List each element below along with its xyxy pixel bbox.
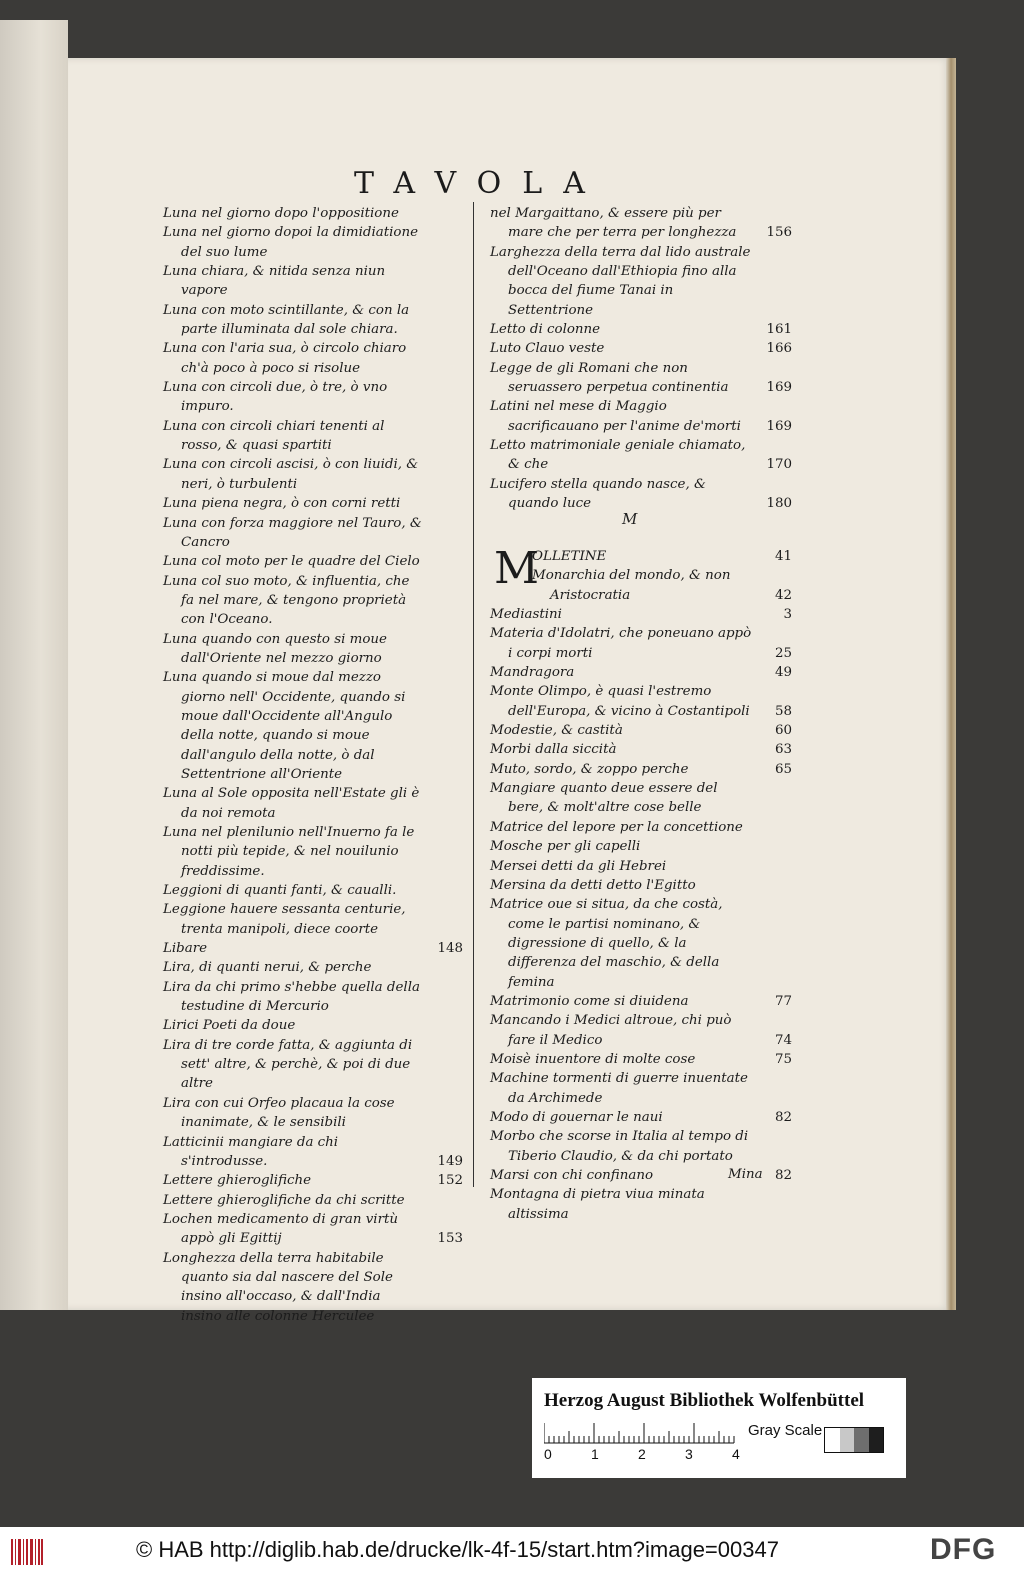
- entry-page-number: 60: [774, 723, 792, 739]
- index-entry: [163, 378, 463, 417]
- entry-page-number: 49: [774, 665, 792, 681]
- entry-text: Luna col moto per le quadre del Cielo: [163, 554, 420, 570]
- entry-text: Lettere ghieroglifiche: [163, 1173, 312, 1189]
- index-entry: [490, 605, 792, 624]
- index-entry: [490, 779, 792, 818]
- entry-page-number: 41: [774, 549, 792, 564]
- ruler-number: 1: [591, 1446, 599, 1462]
- entry-text: Modestie, & castità: [490, 723, 623, 739]
- entry-text: Mancando i Medici altroue, chi può fare il Medico: [490, 1013, 732, 1048]
- entry-text: Machine tormenti di guerre inuentate da Archimede: [490, 1071, 748, 1106]
- entry-page-number: 148: [437, 941, 463, 957]
- index-entry: [163, 417, 463, 456]
- index-entry: [163, 900, 463, 939]
- index-entry: [490, 359, 792, 398]
- index-entry: [490, 760, 792, 779]
- index-entry: [490, 566, 792, 605]
- entry-text: Luna nel giorno dopoi la dimidiatione del suo lume: [163, 225, 419, 260]
- institution-name: Herzog August Bibliothek Wolfenbüttel: [544, 1390, 865, 1411]
- entry-page-number: 25: [774, 645, 792, 661]
- entry-text: Matrimonio come si diuidena: [490, 993, 689, 1009]
- credit-url[interactable]: © HAB http://diglib.hab.de/drucke/lk-4f-15/start.htm?image=00347: [136, 1537, 779, 1562]
- entry-text: Luna con circoli chiari tenenti al rosso, & quasi spartiti: [163, 418, 385, 454]
- drop-capital: M: [494, 543, 540, 594]
- entry-text: Lira con cui Orfeo placaua la cose inanimate, & le sensibili: [163, 1095, 395, 1131]
- index-entry: [163, 301, 463, 340]
- entry-text: Muto, sordo, & zoppo perche: [490, 761, 689, 777]
- entry-text: Luto Clauo veste: [490, 341, 605, 357]
- entry-text: Lira di tre corde fatta, & aggiunta di sett' altre, & perchè, & poi di due altre: [163, 1037, 413, 1092]
- entry-text: Lochen medicamento di gran virtù appò gli Egittij: [163, 1211, 398, 1247]
- entry-page-number: 42: [774, 587, 792, 603]
- entry-text: Morbo che scorse in Italia al tempo di Tiberio Claudio, & da chi portato: [490, 1129, 749, 1164]
- index-entry: [490, 339, 792, 358]
- index-entry: [163, 455, 463, 494]
- index-entry: [163, 572, 463, 630]
- entry-page-number: 3: [783, 607, 792, 623]
- entry-text: Latticinii mangiare da chi s'introdusse.: [163, 1134, 339, 1169]
- page-fore-edge: [946, 58, 956, 1310]
- entry-text: Mosche per gli capelli: [490, 839, 641, 855]
- entry-text: Mediastini: [490, 607, 562, 623]
- dfg-logo: DFG: [930, 1533, 997, 1566]
- index-entry: [490, 1127, 792, 1166]
- entry-page-number: 153: [437, 1231, 463, 1247]
- entry-text: Mersina da detti detto l'Egitto: [490, 877, 696, 893]
- entry-text: Letto di colonne: [490, 322, 601, 338]
- index-entry: [163, 204, 463, 223]
- barcode-logo-icon: [10, 1537, 44, 1567]
- index-entry: [163, 1094, 463, 1133]
- entry-text: Montagna di pietra viua minata altissima: [490, 1187, 705, 1222]
- entry-text: Larghezza della terra dal lido australe dell'Oceano dall'Ethiopia fino alla bocca del fiume Tanai in Settentrione: [490, 244, 751, 318]
- index-entry: [163, 514, 463, 553]
- gray-swatch-cell: [825, 1428, 840, 1452]
- entry-text: Luna quando si moue dal mezzo giorno nell' Occidente, quando si moue dall'Occidente all'Angulo della notte, quando si moue dall'angulo della notte, ò dal Settentrione all'Oriente: [163, 670, 406, 782]
- page-title: TAVOLA: [354, 166, 606, 201]
- index-entry: [163, 1210, 463, 1249]
- entry-text: Latini nel mese di Maggio sacrificauano per l'anime de'morti: [490, 399, 741, 434]
- entry-page-number: 82: [774, 1109, 792, 1125]
- facing-page-edge: [0, 20, 68, 1310]
- entry-text: Luna piena negra, ò con corni retti: [163, 496, 401, 512]
- entry-page-number: 161: [766, 322, 792, 338]
- index-column-right: [490, 204, 792, 514]
- index-entry: [490, 320, 792, 339]
- entry-page-number: 152: [437, 1173, 463, 1189]
- index-entry: [163, 223, 463, 262]
- index-entry: [490, 682, 792, 721]
- entry-text: Modo di gouernar le naui: [490, 1109, 663, 1125]
- index-entry: [163, 668, 463, 784]
- index-entry: [490, 740, 792, 759]
- entry-text: Matrice oue si situa, da che costà, come le partisi nominano, & digressione di quello, & la differenza del maschio, & della femina: [490, 897, 723, 990]
- entry-text: Letto matrimoniale geniale chiamato, & che: [490, 438, 746, 473]
- entry-text: Lucifero stella quando nasce, & quando luce: [490, 476, 706, 512]
- index-entry: [490, 624, 792, 663]
- viewer-footer: [0, 1527, 1024, 1579]
- index-column-right-m: [490, 543, 792, 1224]
- entry-text: Leggione hauere sessanta centurie, trenta manipoli, diece coorte: [163, 902, 406, 937]
- entry-text: Lettere ghieroglifiche da chi scritte: [163, 1192, 405, 1208]
- gray-scale-label: Gray Scale: [748, 1422, 823, 1439]
- index-entry: [163, 262, 463, 301]
- entry-text: Marsi con chi confinano: [490, 1168, 654, 1183]
- index-entry: [490, 1069, 792, 1108]
- gray-swatch-cell: [854, 1428, 869, 1452]
- index-entry: [163, 881, 463, 900]
- index-entry: [490, 204, 792, 243]
- index-entry: [163, 552, 463, 571]
- catchword: Mina: [728, 1167, 763, 1182]
- index-entry: [490, 243, 792, 320]
- entry-text: Luna nel plenilunio nell'Inuerno fa le notti più tepide, & nel nouilunio freddissime.: [163, 825, 415, 879]
- index-entry: [490, 1011, 792, 1050]
- index-entry: [163, 978, 463, 1017]
- ruler-number: 2: [638, 1446, 646, 1462]
- index-entry: [490, 475, 792, 514]
- index-entry: [490, 1185, 792, 1224]
- entry-text: Luna nel giorno dopo l'oppositione: [163, 206, 399, 221]
- index-column-left: [163, 204, 463, 1326]
- entry-text: Mangiare quanto deue essere del bere, & molt'altre cose belle: [490, 781, 718, 816]
- ruler-scale: [544, 1422, 744, 1444]
- entry-page-number: 169: [766, 380, 792, 396]
- entry-text: Luna con moto scintillante, & con la parte illuminata dal sole chiara.: [163, 302, 410, 338]
- ruler-number: 0: [544, 1446, 552, 1462]
- index-entry: [163, 1171, 463, 1190]
- color-calibration-card: [532, 1378, 906, 1478]
- entry-text: Morbi dalla siccità: [490, 742, 617, 758]
- entry-text: Libare: [163, 941, 208, 957]
- section-letter: M: [622, 510, 638, 528]
- entry-text: Luna con l'aria sua, ò circolo chiaro ch'à poco à poco si risolue: [163, 341, 407, 376]
- entry-page-number: 77: [774, 993, 792, 1009]
- entry-page-number: 156: [766, 225, 792, 241]
- entry-text: Luna chiara, & nitida senza niun vapore: [163, 264, 386, 299]
- entry-text: Longhezza della terra habitabile quanto sia dal nascere del Sole insino all'occaso, & dall'India insino alle colonne Herculee: [163, 1250, 393, 1324]
- entry-text: Lira da chi primo s'hebbe quella della testudine di Mercurio: [163, 979, 420, 1015]
- index-entry: [163, 1133, 463, 1172]
- entry-page-number: 74: [774, 1032, 792, 1048]
- index-entry: [490, 397, 792, 436]
- index-entry: [490, 876, 792, 895]
- index-entry: [163, 494, 463, 513]
- entry-text: Lira, di quanti nerui, & perche: [163, 960, 372, 976]
- entry-page-number: 63: [774, 742, 792, 758]
- entry-text: Materia d'Idolatri, che poneuano appò i corpi morti: [490, 626, 752, 661]
- index-entry: [163, 1191, 463, 1210]
- entry-text: Luna con circoli due, ò tre, ò vno impuro.: [163, 380, 388, 415]
- index-entry: [490, 547, 792, 566]
- index-entry: [490, 721, 792, 740]
- index-entry: [490, 895, 792, 992]
- entry-text: Mersei detti da gli Hebrei: [490, 858, 667, 874]
- entry-text: Lirici Poeti da doue: [163, 1018, 296, 1034]
- entry-text: Moisè inuentore di molte cose: [490, 1051, 696, 1067]
- index-entry: [490, 818, 792, 837]
- entry-text: Luna con forza maggiore nel Tauro, & Cancro: [163, 515, 422, 550]
- entry-page-number: 169: [766, 418, 792, 434]
- index-entry: [490, 663, 792, 682]
- entry-text: Luna al Sole opposita nell'Estate gli è da noi remota: [163, 786, 420, 821]
- entry-text: Mandragora: [490, 665, 575, 681]
- index-entry: [163, 958, 463, 977]
- index-entry: [163, 339, 463, 378]
- entry-text: Leggioni di quanti fanti, & caualli.: [163, 883, 397, 899]
- index-entry: [490, 837, 792, 856]
- entry-text: Monarchia del mondo, & non Aristocratia: [532, 568, 731, 603]
- entry-text: nel Margaittano, & essere più per mare che per terra per longhezza: [490, 206, 737, 241]
- ruler-number: 3: [685, 1446, 693, 1462]
- entry-page-number: 170: [766, 457, 792, 473]
- index-entry: [163, 630, 463, 669]
- index-entry: [163, 1249, 463, 1326]
- entry-text: Luna quando con questo si moue dall'Oriente nel mezzo giorno: [163, 631, 387, 666]
- entry-text: Legge de gli Romani che non seruassero perpetua continentia: [490, 360, 729, 396]
- entry-page-number: 58: [774, 703, 792, 719]
- entry-text: Luna con circoli ascisi, ò con liuidi, & neri, ò turbulenti: [163, 457, 419, 492]
- entry-page-number: 65: [774, 761, 792, 777]
- index-entry: [163, 784, 463, 823]
- entry-text: OLLETINE: [532, 549, 607, 564]
- index-entry: [490, 1050, 792, 1069]
- index-entry: [490, 857, 792, 876]
- entry-text: Matrice del lepore per la concettione: [490, 819, 743, 835]
- index-entry: [490, 992, 792, 1011]
- column-divider: [473, 202, 474, 1187]
- gray-swatch-cell: [840, 1428, 855, 1452]
- ruler-number: 4: [732, 1446, 740, 1462]
- index-entry: [163, 939, 463, 958]
- entry-page-number: 82: [774, 1168, 792, 1183]
- entry-text: Luna col suo moto, & influentia, che fa nel mare, & tengono proprietà con l'Oceano.: [163, 573, 410, 628]
- entry-page-number: 180: [766, 496, 792, 512]
- gray-swatch-cell: [869, 1428, 884, 1452]
- index-entry: [490, 436, 792, 475]
- index-entry: [163, 1016, 463, 1035]
- gray-scale-swatch: [824, 1427, 884, 1453]
- index-entry: [163, 823, 463, 881]
- index-entry: [490, 1108, 792, 1127]
- entry-page-number: 166: [766, 341, 792, 357]
- entry-text: Monte Olimpo, è quasi l'estremo dell'Europa, & vicino à Costantipoli: [490, 684, 750, 719]
- index-entry: [163, 1036, 463, 1094]
- entry-page-number: 149: [437, 1153, 463, 1169]
- entry-page-number: 75: [774, 1051, 792, 1067]
